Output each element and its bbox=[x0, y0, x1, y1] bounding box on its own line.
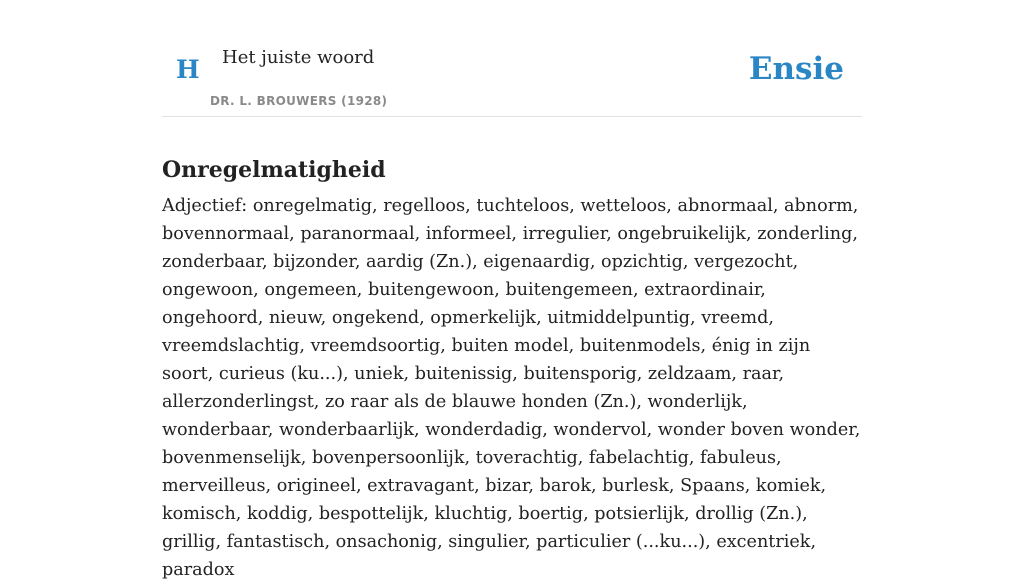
ensie-logo[interactable]: Ensie bbox=[748, 51, 844, 87]
book-logo[interactable]: H bbox=[176, 55, 200, 84]
book-header bbox=[162, 0, 862, 117]
entry-text: Adjectief: onregelmatig, regelloos, tuchteloos, wetteloos, abnormaal, abnorm, bovennormaal, paranormaal, informeel, irregulier, ongebruikelijk, zonderling, zonderbaar, bijzonder, aardig (Zn.), eigenaardig, opzichtig, vergezocht, ongewoon, ongemeen, buitengewoon, buitengemeen, extraordinair, ongehoord, nieuw, ongekend, opmerkelijk, uitmiddelpuntig, vreemd, vreemdslachtig, vreemdsoortig, buiten model, buitenmodels, énig in zijn soort, curieus (ku...), uniek, buitenissig, buitensporig, zeldzaam, raar, allerzonderlingst, zo raar als de blauwe honden (Zn.), wonderlijk, wonderbaar, wonderbaarlijk, wonderdadig, wondervol, wonder boven wonder, bovenmenselijk, bovenpersoonlijk, toverachtig, fabelachtig, fabuleus, merveilleus, origineel, extravagant, bizar, barok, burlesk, Spaans, komiek, komisch, koddig, bespottelijk, kluchtig, boertig, potsierlijk, drollig (Zn.), grillig, fantastisch, onsachonig, singulier, particulier (...ku...), excentriek, paradox bbox=[162, 196, 861, 580]
book-author: DR. L. BROUWERS (1928) bbox=[210, 94, 388, 108]
entry-title: Onregelmatigheid bbox=[162, 156, 386, 183]
book-title[interactable]: Het juiste woord bbox=[222, 47, 375, 68]
